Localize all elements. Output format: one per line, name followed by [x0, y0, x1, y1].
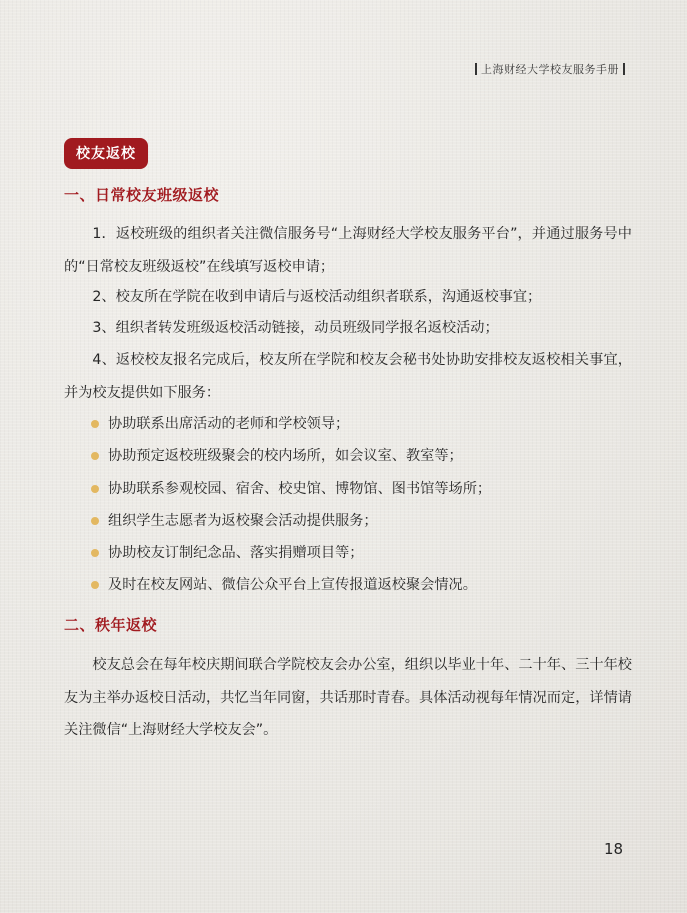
list-item — [64, 505, 632, 537]
service-text: 协助联系出席活动的老师和学校领导； — [108, 416, 350, 432]
bullet-dot-icon — [91, 581, 99, 589]
service-text: 组织学生志愿者为返校聚会活动提供服务； — [108, 512, 378, 529]
bullet-dot-icon — [91, 452, 99, 460]
running-header — [475, 61, 625, 77]
section2-paragraph: 校友总会在每年校庆期间联合学院校友会办公室，组织以毕业十年、二十年、三十年校友为主举办返校日活动，共忆当年同窗，共话那时青春。具体活动视每年情况而定，详情请关注微信“上海财经大学校友会”。 — [64, 657, 632, 738]
section1-paragraph-2: 2、校友所在学院在收到申请后与返校活动组织者联系，沟通返校事宜； — [92, 289, 542, 305]
page-number: 18 — [604, 840, 624, 858]
section-tag: 校友返校 — [64, 138, 148, 169]
services-list — [64, 408, 632, 602]
list-item — [64, 408, 632, 440]
service-text: 协助预定返校班级聚会的校内场所，如会议室、教室等； — [108, 448, 463, 465]
list-item — [64, 537, 632, 569]
list-item — [64, 473, 632, 505]
bullet-dot-icon — [91, 485, 99, 493]
service-text: 及时在校友网站、微信公众平台上宣传报道返校聚会情况。 — [108, 577, 477, 594]
section1-paragraph-4: 4、返校校友报名完成后，校友所在学院和校友会秘书处协助安排校友返校相关事宜，并为校友提供如下服务： — [64, 352, 632, 401]
bullet-dot-icon — [91, 517, 99, 525]
section2-heading: 二、秩年返校 — [64, 616, 158, 634]
section1-paragraph-1: 1．返校班级的组织者关注微信服务号“上海财经大学校友服务平台”，并通过服务号中的“日常校友班级返校”在线填写返校申请； — [64, 226, 632, 275]
header-title: 上海财经大学校友服务手册 — [481, 63, 619, 76]
section1-heading: 一、日常校友班级返校 — [64, 186, 220, 204]
header-left-bar — [475, 63, 477, 75]
list-item — [64, 440, 632, 472]
section1-paragraph-3: 3、组织者转发班级返校活动链接，动员班级同学报名返校活动； — [92, 320, 499, 336]
service-text: 协助校友订制纪念品、落实捐赠项目等； — [108, 545, 364, 562]
bullet-dot-icon — [91, 549, 99, 557]
list-item — [64, 569, 632, 601]
bullet-dot-icon — [91, 420, 99, 428]
service-text: 协助联系参观校园、宿舍、校史馆、博物馆、图书馆等场所； — [108, 480, 492, 497]
header-right-bar — [623, 63, 625, 75]
